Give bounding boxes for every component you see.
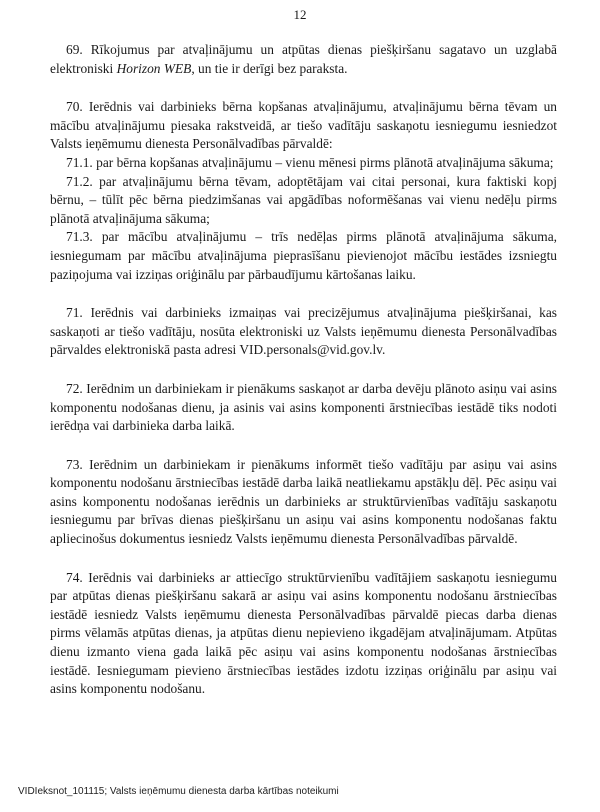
paragraph-73: 73. Ierēdnim un darbiniekam ir pienākums informēt tiešo vadītāju par asiņu vai asins komponentu nodošanu ārstniecības iestādē darba laikā neatliekamu apstākļu dēļ. Pēc asiņu vai asins komponentu nodošanas ierēdnis un darbinieks ar struktūrvienības vadītāju saskaņotu iesniegumu par brīvas dienas piešķiršanu un asiņu vai asins komponentu nodošanas faktu apliecinošus dokumentus iesniedz Valsts ieņēmumu dienesta Personālvadības pārvaldē. — [50, 456, 557, 547]
subparagraph-71-2: 71.2. par atvaļinājumu bērna tēvam, adoptētājam vai citai personai, kura faktiski kopj bērnu, – tūlīt pēc bērna piedzimšanas vai apgādības noformēšanas vai vienu nedēļu pirms plānotā atvaļinājuma sākuma; — [50, 173, 557, 226]
paragraph-69-text-start: 69. Rīkojumus par atvaļinājumu un atpūtas dienas piešķiršanu sagatavo un uzglabā elektroniski — [50, 42, 557, 76]
paragraph-69 — [50, 41, 557, 78]
paragraph-74: 74. Ierēdnis vai darbinieks ar attiecīgo struktūrvienību vadītājiem saskaņotu iesniegumu par atpūtas dienas piešķiršanu sakarā ar asiņu vai asins komponentu nodošanu ārstniecības iestādē iesniedz Valsts ieņēmumu dienesta Personālvadības pārvaldē piecas darba dienas pirms vēlamās atpūtas dienas, ja atpūtas dienu nepievieno ikgadējam atvaļinājumam. Atpūtas dienu izmanto viena gada laikā pēc asiņu vai asins komponentu nodošanas ārstniecības iestādē. Iesniegumam pievieno ārstniecības iestādes izdotu izziņas oriģinālu par asiņu vai asins komponentu nodošanu. — [50, 569, 557, 697]
paragraph-70: 70. Ierēdnis vai darbinieks bērna kopšanas atvaļinājumu, atvaļinājumu bērna tēvam un mācību atvaļinājumu piesaka rakstveidā, ar tiešo vadītāju saskaņotu iesniegumu iesniedzot Valsts ieņēmumu dienesta Personālvadības pārvaldē: — [50, 99, 557, 152]
document-body — [50, 41, 557, 699]
page-footer: VIDIeksnot_101115; Valsts ieņēmumu dienesta darba kārtības noteikumi — [18, 786, 339, 797]
paragraph-69-text-end: , un tie ir derīgi bez paraksta. — [191, 60, 348, 76]
subparagraph-71-1: 71.1. par bērna kopšanas atvaļinājumu – vienu mēnesi pirms plānotā atvaļinājuma sākuma; — [66, 154, 554, 170]
page-number: 12 — [293, 7, 307, 22]
paragraph-72: 72. Ierēdnim un darbiniekam ir pienākums saskaņot ar darba devēju plānoto asiņu vai asins komponentu nodošanas dienu, ja asinis vai asins komponenti ārstniecības iestādē tiks nodoti ierēdņa vai darbinieka darba laikā. — [50, 380, 557, 434]
subparagraph-71-3: 71.3. par mācību atvaļinājumu – trīs nedēļas pirms plānotā atvaļinājuma sākuma, iesniegumam par mācību atvaļinājuma pieprasīšanu pievienojot mācību iestādes izsniegtu paziņojuma vai izziņas oriģinālu par pārbaudījumu kārtošanas laiku. — [50, 229, 557, 282]
paragraph-71: 71. Ierēdnis vai darbinieks izmaiņas vai precizējumus atvaļinājuma piešķiršanai, kas saskaņoti ar tiešo vadītāju, nosūta elektroniski uz Valsts ieņēmumu dienesta Personālvadības pārvaldes elektroniskā pasta adresi VID.personals@vid.gov.lv. — [50, 305, 557, 358]
paragraph-69-italic-system-name: Horizon WEB — [116, 60, 192, 76]
